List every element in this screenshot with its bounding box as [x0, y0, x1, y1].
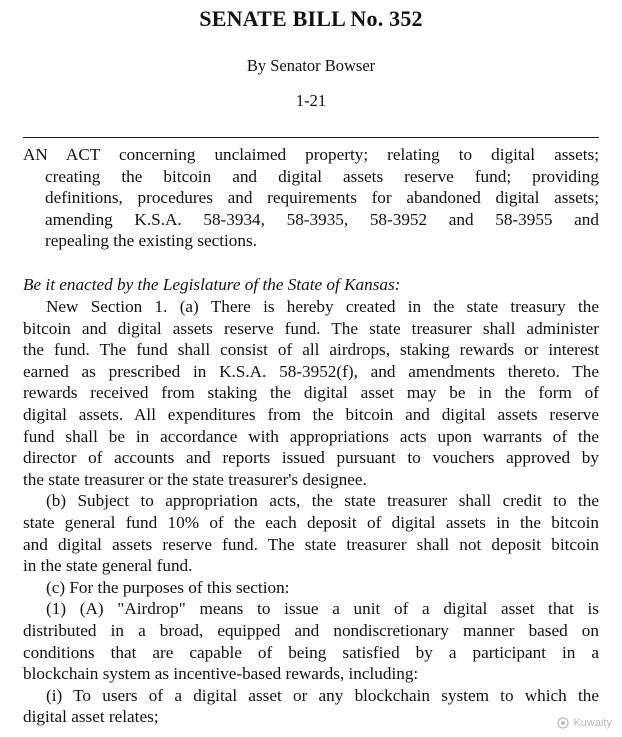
section-line: blockchain system as incentive-based rewards, including:	[23, 664, 419, 684]
section-line: fund shall be in accordance with appropriations acts upon warrants of the	[23, 426, 599, 446]
bill-number: 1-21	[295, 91, 327, 110]
enacting-clause: Be it enacted by the Legislature of the State of Kansas:	[23, 275, 401, 294]
section-1-body	[23, 296, 599, 728]
act-line: repealing the existing sections.	[45, 231, 257, 251]
section-line: distributed in a broad, equipped and nondiscretionary manner based on	[23, 620, 599, 640]
act-line: creating the bitcoin and digital assets reserve fund; providing	[45, 166, 599, 186]
section-line: bitcoin and digital assets reserve fund. The state treasurer shall administer	[23, 318, 599, 338]
bill-sponsor: By Senator Bowser	[246, 56, 376, 75]
act-line: AN ACT concerning unclaimed property; relating to digital assets;	[23, 145, 599, 164]
section-line: conditions that are capable of being satisfied by a participant in a	[23, 642, 599, 662]
section-line: the state treasurer or the state treasurer's designee.	[23, 469, 367, 489]
bill-title: SENATE BILL No. 352	[199, 6, 423, 31]
section-line: (1) (A) "Airdrop" means to issue a unit of a digital asset that is	[46, 599, 599, 619]
act-line: definitions, procedures and requirements for abandoned digital assets;	[45, 188, 599, 208]
section-line: and digital assets reserve fund. The state treasurer shall not deposit bitcoin	[23, 534, 599, 554]
horizontal-rule	[23, 137, 599, 138]
section-line: digital assets. All expenditures from the bitcoin and digital assets reserve	[23, 404, 599, 424]
section-line: (c) For the purposes of this section:	[46, 577, 290, 597]
globe-icon	[557, 717, 569, 729]
section-line: earned as prescribed in K.S.A. 58-3952(f), and amendments thereto. The	[23, 361, 599, 381]
act-line: amending K.S.A. 58-3934, 58-3935, 58-3952 and 58-3955 and	[45, 209, 599, 229]
watermark-text: Kuwaity	[573, 717, 612, 729]
section-line: director of accounts and reports issued pursuant to vouchers approved by	[23, 448, 599, 468]
section-line: New Section 1. (a) There is hereby created in the state treasury the	[46, 297, 599, 316]
act-title-block	[23, 144, 599, 252]
watermark	[557, 717, 612, 729]
section-line: rewards received from staking the digital asset may be in the form of	[23, 383, 599, 403]
section-line: in the state general fund.	[23, 556, 193, 576]
section-line: digital asset relates;	[23, 707, 159, 727]
section-line: the fund. The fund shall consist of all airdrops, staking rewards or interest	[23, 340, 599, 360]
section-line: state general fund 10% of the each deposit of digital assets in the bitcoin	[23, 512, 599, 532]
section-line: (b) Subject to appropriation acts, the state treasurer shall credit to the	[46, 491, 599, 511]
section-line: (i) To users of a digital asset or any blockchain system to which the	[46, 685, 599, 705]
